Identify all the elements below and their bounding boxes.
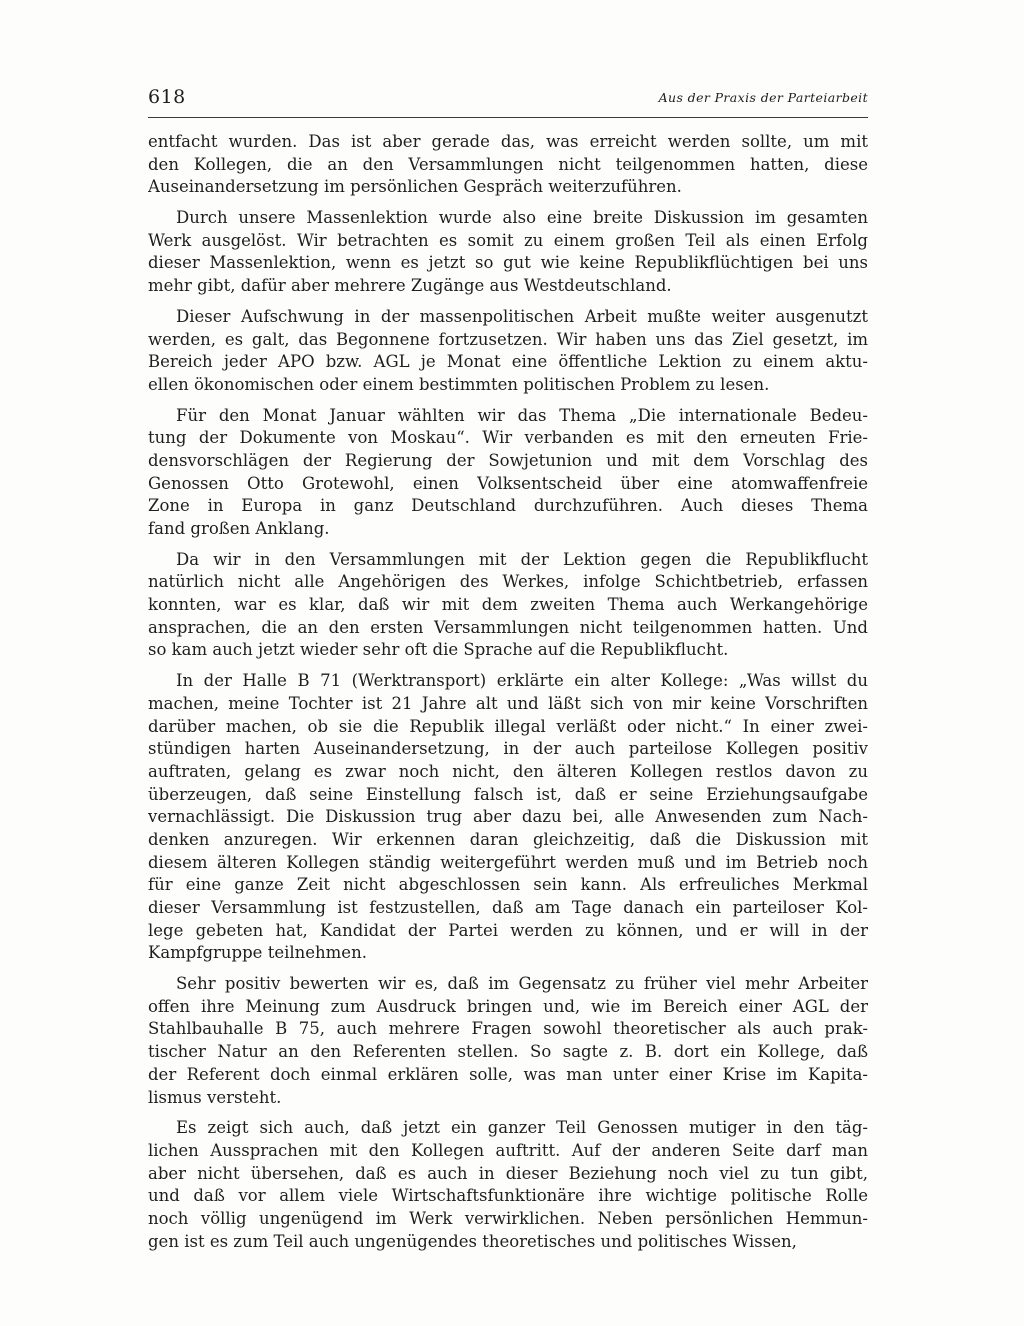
text-line: Bereich jeder APO bzw. AGL je Monat eine öffentliche Lektion zu einem aktu- (148, 352, 868, 372)
text-line: Für den Monat Januar wählten wir das Thema „Die internationale Bedeu- (176, 405, 868, 425)
text-line: tischer Natur an den Referenten stellen. So sagte z. B. dort ein Kollege, daß (148, 1042, 868, 1062)
text-line: vernachlässigt. Die Diskussion trug aber dazu bei, alle Anwesenden zum Nach- (148, 807, 868, 827)
paragraph (148, 405, 868, 541)
text-line: tung der Dokumente von Moskau“. Wir verbanden es mit den erneuten Frie- (148, 428, 868, 448)
paragraph (148, 670, 868, 965)
text-line: diesem älteren Kollegen ständig weitergeführt werden muß und im Betrieb noch (148, 852, 868, 872)
text-line: auftraten, gelang es zwar noch nicht, den älteren Kollegen restlos davon zu (148, 761, 868, 781)
text-line: aber nicht übersehen, daß es auch in dieser Beziehung noch viel zu tun gibt, (148, 1163, 868, 1183)
header-rule (148, 117, 868, 118)
page-number: 618 (148, 86, 186, 108)
text-line: Es zeigt sich auch, daß jetzt ein ganzer Teil Genossen mutiger in den täg- (176, 1118, 868, 1138)
paragraph (148, 306, 868, 397)
paragraph (148, 549, 868, 662)
text-line: lege gebeten hat, Kandidat der Partei werden zu können, und er will in der (148, 920, 868, 940)
text-line: für eine ganze Zeit nicht abgeschlossen sein kann. Als erfreuliches Merkmal (148, 875, 868, 895)
text-line: Genossen Otto Grotewohl, einen Volksentscheid über eine atomwaffenfreie (148, 473, 868, 493)
text-line: lismus versteht. (148, 1087, 282, 1107)
text-line: stündigen harten Auseinandersetzung, in der auch parteilose Kollegen positiv (148, 739, 868, 759)
text-line: gen ist es zum Teil auch ungenügendes theoretisches und politisches Wissen, (148, 1231, 797, 1251)
text-line: und daß vor allem viele Wirtschaftsfunktionäre ihre wichtige politische Rolle (148, 1186, 868, 1206)
text-line: Werk ausgelöst. Wir betrachten es somit zu einem großen Teil als einen Erfolg (148, 230, 868, 250)
text-line: darüber machen, ob sie die Republik illegal verläßt oder nicht.“ In einer zwei- (148, 716, 868, 736)
text-line: dieser Versammlung ist festzustellen, daß am Tage danach ein parteiloser Kol- (148, 898, 868, 917)
text-line: ansprachen, die an den ersten Versammlungen nicht teilgenommen hatten. Und (148, 617, 868, 637)
text-line: machen, meine Tochter ist 21 Jahre alt und läßt sich von mir keine Vorschriften (148, 693, 868, 713)
paragraph (148, 1117, 868, 1253)
text-line: Da wir in den Versammlungen mit der Lektion gegen die Republikflucht (176, 549, 868, 569)
text-line: Sehr positiv bewerten wir es, daß im Gegensatz zu früher viel mehr Arbeiter (176, 974, 868, 994)
text-line: ellen ökonomischen oder einem bestimmten politischen Problem zu lesen. (148, 374, 770, 394)
text-line: Stahlbauhalle B 75, auch mehrere Fragen sowohl theoretischer als auch prak- (148, 1019, 868, 1039)
paragraph (148, 207, 868, 298)
text-line: den Kollegen, die an den Versammlungen nicht teilgenommen hatten, diese (148, 154, 868, 174)
text-line: Durch unsere Massenlektion wurde also eine breite Diskussion im gesamten (176, 208, 868, 228)
text-line: offen ihre Meinung zum Ausdruck bringen und, wie im Bereich einer AGL der (148, 996, 868, 1016)
text-line: so kam auch jetzt wieder sehr oft die Sprache auf die Republikflucht. (148, 640, 729, 660)
paragraph (148, 131, 868, 199)
text-line: mehr gibt, dafür aber mehrere Zugänge aus Westdeutschland. (148, 276, 672, 296)
text-line: dieser Massenlektion, wenn es jetzt so gut wie keine Republikflüchtigen bei uns (148, 253, 868, 273)
running-head: Aus der Praxis der Parteiarbeit (658, 90, 868, 105)
text-line: lichen Aussprachen mit den Kollegen auftritt. Auf der anderen Seite darf man (148, 1140, 868, 1160)
text-line: Dieser Aufschwung in der massenpolitischen Arbeit mußte weiter ausgenutzt (176, 306, 868, 326)
text-line: natürlich nicht alle Angehörigen des Werkes, infolge Schichtbetrieb, erfassen (148, 572, 868, 592)
text-line: der Referent doch einmal erklären solle, was man unter einer Krise im Kapita- (148, 1064, 868, 1084)
text-line: denken anzuregen. Wir erkennen daran gleichzeitig, daß die Diskussion mit (148, 829, 868, 849)
text-line: Auseinandersetzung im persönlichen Gespräch weiterzuführen. (148, 177, 682, 197)
text-line: entfacht wurden. Das ist aber gerade das, was erreicht werden sollte, um mit (148, 132, 868, 151)
text-line: densvorschlägen der Regierung der Sowjetunion und mit dem Vorschlag des (148, 450, 868, 470)
text-line: konnten, war es klar, daß wir mit dem zweiten Thema auch Werkangehörige (148, 595, 868, 615)
body-text (148, 131, 868, 1261)
text-line: werden, es galt, das Begonnene fortzusetzen. Wir haben uns das Ziel gesetzt, im (148, 329, 868, 349)
text-line: überzeugen, daß seine Einstellung falsch ist, daß er seine Erziehungsaufgabe (148, 784, 868, 804)
page-header (148, 86, 868, 116)
paragraph (148, 973, 868, 1109)
text-line: Kampfgruppe teilnehmen. (148, 943, 367, 963)
text-line: noch völlig ungenügend im Werk verwirklichen. Neben persönlichen Hemmun- (148, 1208, 868, 1228)
text-line: Zone in Europa in ganz Deutschland durchzuführen. Auch dieses Thema (148, 496, 868, 516)
text-line: fand großen Anklang. (148, 519, 330, 538)
text-line: In der Halle B 71 (Werktransport) erklärte ein alter Kollege: „Was willst du (176, 671, 868, 691)
